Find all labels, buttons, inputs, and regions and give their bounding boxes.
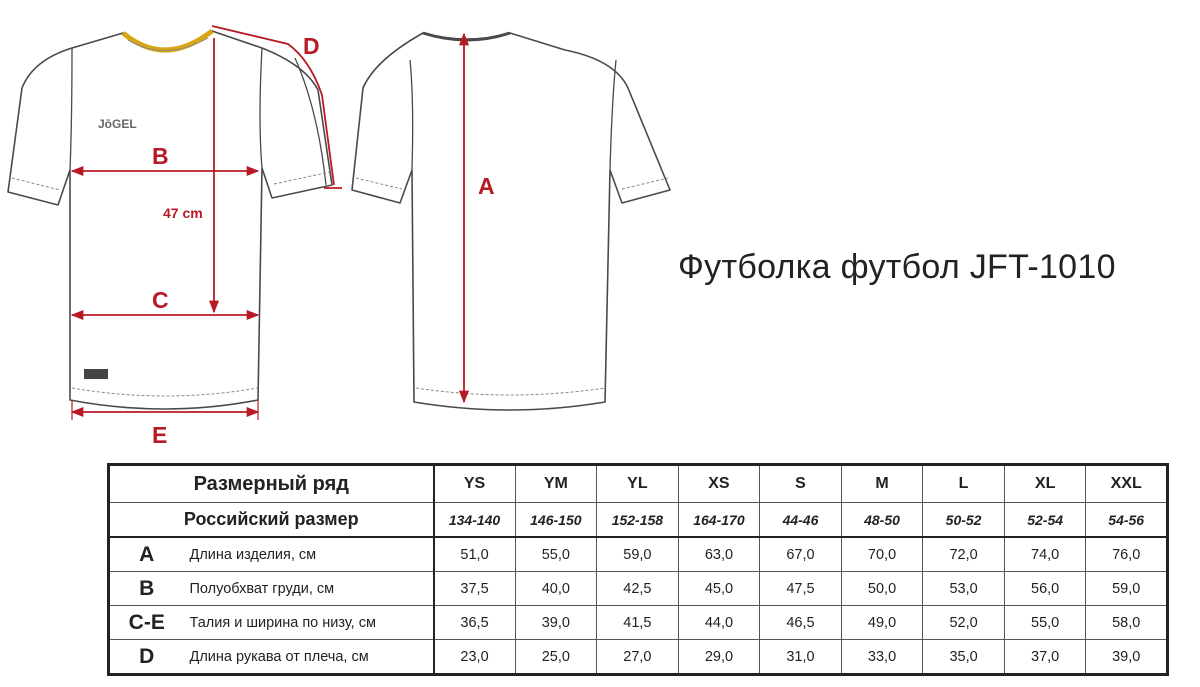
value-cell: 72,0 — [923, 537, 1005, 572]
table-header-row — [109, 465, 1168, 503]
table-row-b — [109, 572, 1168, 606]
value-cell: 44,0 — [678, 606, 760, 640]
row-description: Талия и ширина по низу, см — [184, 606, 434, 640]
table-row-d — [109, 640, 1168, 675]
measure-note: 47 cm — [163, 205, 203, 221]
value-cell: 55,0 — [515, 537, 597, 572]
tshirt-diagram — [0, 0, 700, 455]
table-row-c-e — [109, 606, 1168, 640]
row-letter: B — [109, 572, 184, 606]
size-col-header: YL — [597, 465, 679, 503]
label-c: C — [152, 287, 169, 313]
value-cell: 53,0 — [923, 572, 1005, 606]
russian-size-cell: 164-170 — [678, 503, 760, 538]
russian-size-row — [109, 503, 1168, 538]
value-cell: 76,0 — [1086, 537, 1168, 572]
label-a: A — [478, 173, 495, 199]
value-cell: 63,0 — [678, 537, 760, 572]
table-row-a — [109, 537, 1168, 572]
value-cell: 51,0 — [434, 537, 516, 572]
value-cell: 50,0 — [841, 572, 923, 606]
row-letter: D — [109, 640, 184, 675]
value-cell: 39,0 — [515, 606, 597, 640]
size-col-header: XS — [678, 465, 760, 503]
value-cell: 39,0 — [1086, 640, 1168, 675]
russian-size-title: Российский размер — [109, 503, 434, 538]
label-d: D — [303, 33, 320, 59]
value-cell: 52,0 — [923, 606, 1005, 640]
value-cell: 56,0 — [1004, 572, 1086, 606]
row-description: Полуобхват груди, см — [184, 572, 434, 606]
russian-size-cell: 54-56 — [1086, 503, 1168, 538]
value-cell: 37,0 — [1004, 640, 1086, 675]
value-cell: 47,5 — [760, 572, 842, 606]
value-cell: 27,0 — [597, 640, 679, 675]
size-col-header: L — [923, 465, 1005, 503]
russian-size-cell: 44-46 — [760, 503, 842, 538]
row-letter: C-E — [109, 606, 184, 640]
size-table — [107, 463, 1169, 676]
value-cell: 55,0 — [1004, 606, 1086, 640]
value-cell: 49,0 — [841, 606, 923, 640]
value-cell: 40,0 — [515, 572, 597, 606]
product-title: Футболка футбол JFT-1010 — [678, 248, 1116, 286]
value-cell: 31,0 — [760, 640, 842, 675]
size-col-header: M — [841, 465, 923, 503]
value-cell: 58,0 — [1086, 606, 1168, 640]
value-cell: 25,0 — [515, 640, 597, 675]
size-col-header: S — [760, 465, 842, 503]
size-col-header: YS — [434, 465, 516, 503]
value-cell: 23,0 — [434, 640, 516, 675]
russian-size-cell: 50-52 — [923, 503, 1005, 538]
value-cell: 36,5 — [434, 606, 516, 640]
value-cell: 41,5 — [597, 606, 679, 640]
brand-logo: JōGEL — [98, 117, 137, 131]
russian-size-cell: 146-150 — [515, 503, 597, 538]
value-cell: 35,0 — [923, 640, 1005, 675]
row-description: Длина изделия, см — [184, 537, 434, 572]
back-tshirt — [352, 33, 670, 410]
value-cell: 67,0 — [760, 537, 842, 572]
value-cell: 29,0 — [678, 640, 760, 675]
value-cell: 70,0 — [841, 537, 923, 572]
header-title: Размерный ряд — [109, 465, 434, 503]
russian-size-cell: 48-50 — [841, 503, 923, 538]
value-cell: 33,0 — [841, 640, 923, 675]
value-cell: 42,5 — [597, 572, 679, 606]
size-col-header: XXL — [1086, 465, 1168, 503]
size-col-header: YM — [515, 465, 597, 503]
value-cell: 37,5 — [434, 572, 516, 606]
value-cell: 59,0 — [597, 537, 679, 572]
value-cell: 59,0 — [1086, 572, 1168, 606]
size-col-header: XL — [1004, 465, 1086, 503]
value-cell: 46,5 — [760, 606, 842, 640]
row-description: Длина рукава от плеча, см — [184, 640, 434, 675]
label-b: B — [152, 143, 169, 169]
row-letter: A — [109, 537, 184, 572]
value-cell: 74,0 — [1004, 537, 1086, 572]
russian-size-cell: 152-158 — [597, 503, 679, 538]
value-cell: 45,0 — [678, 572, 760, 606]
russian-size-cell: 134-140 — [434, 503, 516, 538]
russian-size-cell: 52-54 — [1004, 503, 1086, 538]
label-e: E — [152, 422, 168, 448]
